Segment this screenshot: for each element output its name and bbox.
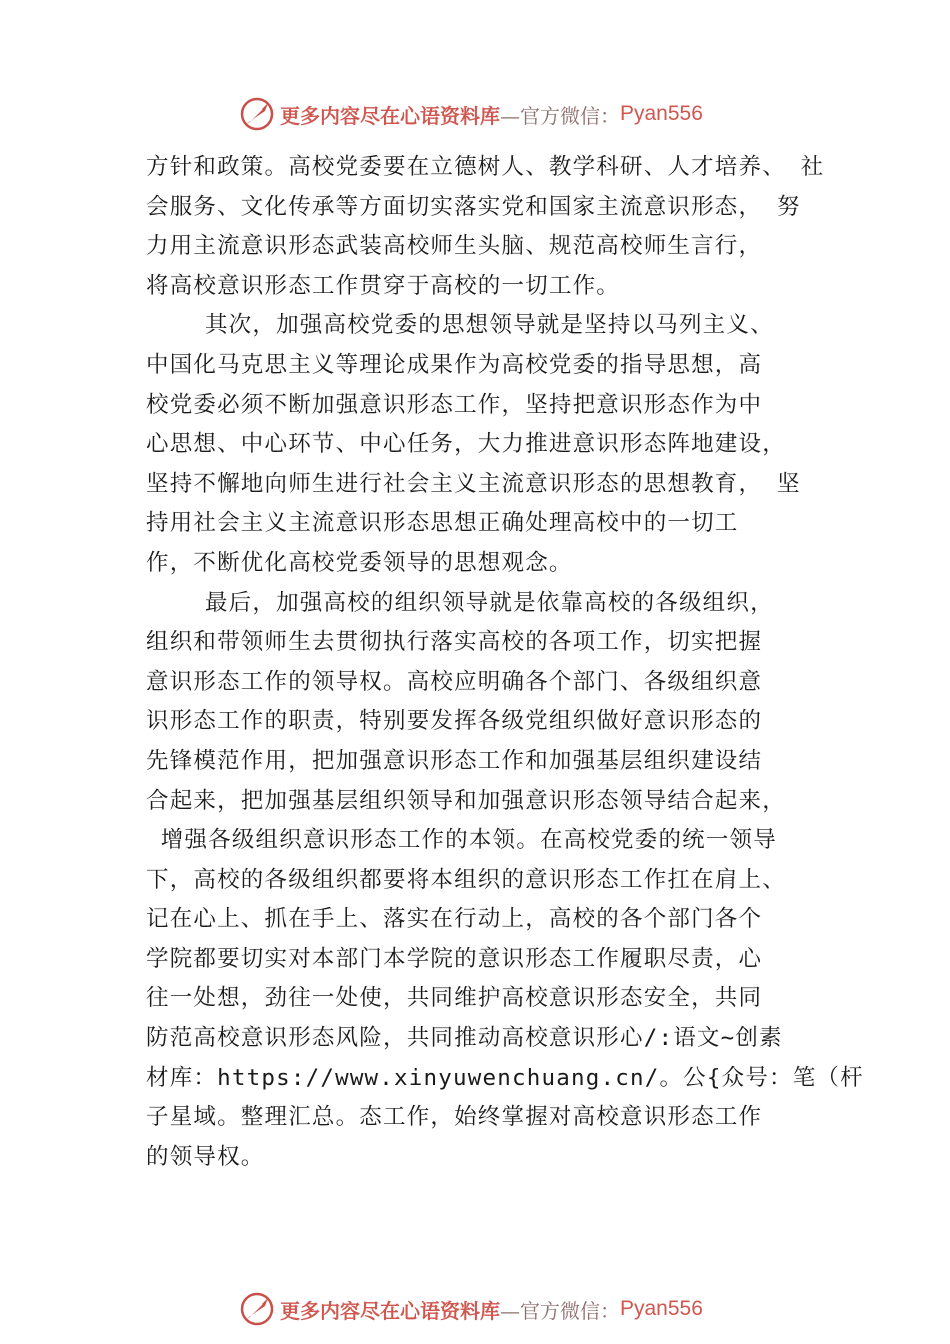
text-line: 的领导权。 (146, 1143, 265, 1170)
text-line: 合起来，把加强基层组织领导和加强意识形态领导结合起来， (146, 787, 786, 814)
text-line: 持用社会主义主流意识形态思想正确处理高校中的一切工 (146, 510, 739, 537)
document-body (146, 148, 864, 1177)
text-line: 心思想、中心环节、中心任务，大力推进意识形态阵地建设， (146, 431, 786, 458)
text-line: 学院都要切实对本部门本学院的意识形态工作履职尽责，心 (146, 945, 763, 972)
text-line: 下，高校的各级组织都要将本组织的意识形态工作扛在肩上、 (146, 866, 786, 893)
text-line: 作，不断优化高校党委领导的思想观念。 (146, 549, 573, 576)
text-line: 其次，加强高校党委的思想领导就是坚持以马列主义、 (146, 312, 774, 339)
text-line: 最后，加强高校的组织领导就是依靠高校的各级组织， (146, 589, 774, 616)
text-line: 方针和政策。高校党委要在立德树人、教学科研、人才培养、 社 (146, 154, 825, 180)
text-line: 坚持不懈地向师生进行社会主义主流意识形态的思想教育， 坚 (146, 470, 801, 497)
header-wechat-id: Pyan556 (620, 102, 703, 125)
text-line: 防范高校意识形态风险，共同推动高校意识形心/:语文~创素 (146, 1025, 783, 1052)
text-line: 识形态工作的职责，特别要发挥各级党组织做好意识形态的 (146, 708, 763, 735)
text-line: 将高校意识形态工作贯穿于高校的一切工作。 (146, 272, 621, 299)
text-line: 意识形态工作的领导权。高校应明确各个部门、各级组织意 (146, 668, 763, 695)
footer-brand-text: 更多内容尽在心语资料库 (280, 1298, 500, 1323)
text-line: 力用主流意识形态武装高校师生头脑、规范高校师生言行， (146, 233, 763, 260)
text-line: 材库：https://www.xinyuwenchuang.cn/。公{众号：笔（杆 (146, 1064, 864, 1091)
quill-pen-logo-icon (238, 1290, 276, 1328)
text-line: 中国化马克思主义等理论成果作为高校党委的指导思想，高 (146, 351, 763, 378)
footer-wechat-label: —官方微信： (500, 1298, 620, 1323)
footer-wechat-id: Pyan556 (620, 1297, 703, 1320)
header-wechat-label: —官方微信： (500, 103, 620, 128)
text-line: 校党委必须不断加强意识形态工作，坚持把意识形态作为中 (146, 391, 763, 418)
header-banner (238, 94, 703, 134)
text-line: 记在心上、抓在手上、落实在行动上，高校的各个部门各个 (146, 906, 763, 933)
text-line: 先锋模范作用，把加强意识形态工作和加强基层组织建设结 (146, 747, 763, 774)
text-line: 会服务、文化传承等方面切实落实党和国家主流意识形态， 努 (146, 193, 801, 220)
text-line: 增强各级组织意识形态工作的本领。在高校党委的统一领导 (146, 827, 777, 854)
footer-banner (238, 1289, 703, 1329)
header-brand-text: 更多内容尽在心语资料库 (280, 103, 500, 128)
text-line: 子星域。整理汇总。态工作，始终掌握对高校意识形态工作 (146, 1104, 763, 1131)
text-line: 往一处想，劲往一处使，共同维护高校意识形态安全，共同 (146, 985, 763, 1012)
text-line: 组织和带领师生去贯彻执行落实高校的各项工作，切实把握 (146, 629, 763, 656)
quill-pen-logo-icon (238, 95, 276, 133)
